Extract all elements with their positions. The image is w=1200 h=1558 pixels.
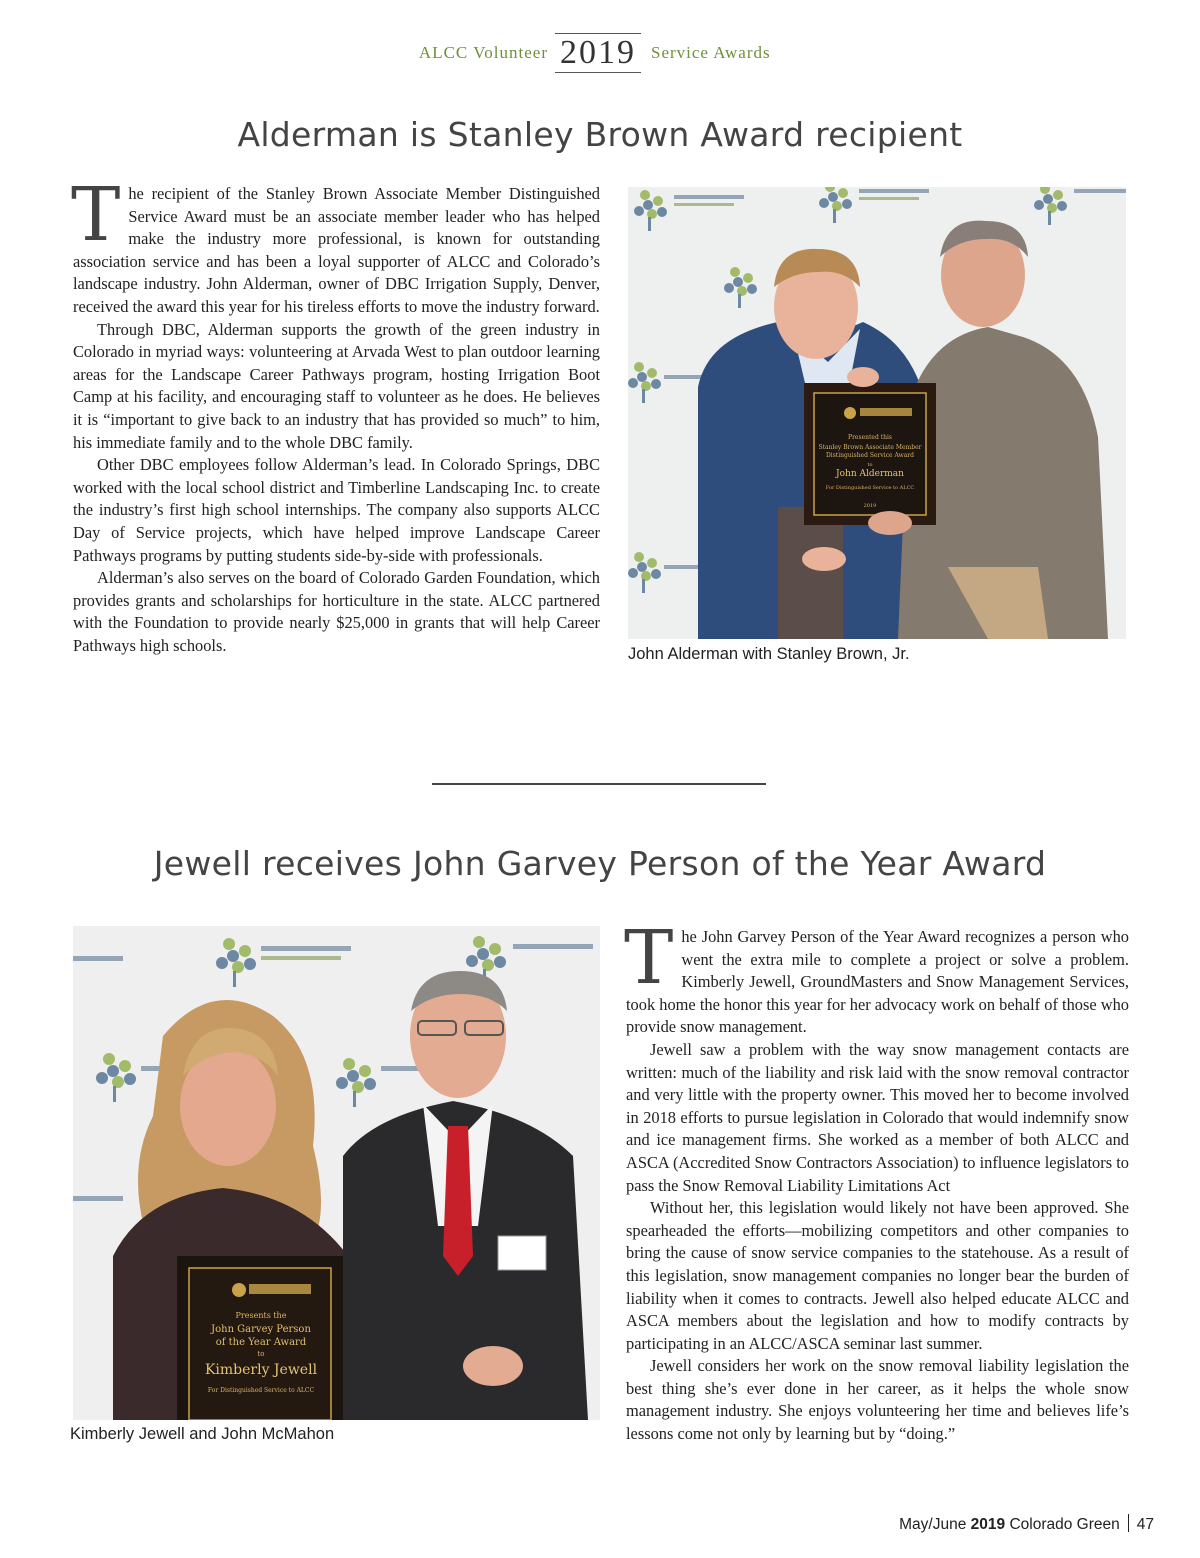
svg-text:John Alderman: John Alderman bbox=[836, 469, 904, 479]
footer-separator bbox=[1128, 1514, 1129, 1532]
page-number: 47 bbox=[1136, 1516, 1154, 1533]
article1-title: Alderman is Stanley Brown Award recipient bbox=[237, 115, 963, 154]
article2-paragraph-4: Jewell considers her work on the snow removal liability legislation the best thing she’s ever done in her career, as it helps the whole snow management industry. She enjoys volunteering her time and believes life’s lessons come not only by learning but by “doing.” bbox=[626, 1356, 1129, 1444]
article2-title: Jewell receives John Garvey Person of the Year Award bbox=[153, 844, 1047, 883]
article2-body bbox=[624, 915, 1129, 1446]
footer-year: 2019 bbox=[970, 1516, 1006, 1533]
running-head-left: ALCC Volunteer bbox=[418, 43, 548, 62]
svg-text:Kimberly Jewell: Kimberly Jewell bbox=[204, 1362, 318, 1378]
article1-paragraph-1: The recipient of the Stanley Brown Associate Member Distinguished Service Award must be an associate member leader who has helped make the industry more professional, is known for outstanding association service and has been a loyal supporter of ALCC and Colorado’s landscape industry. John Alderman, owner of DBC Irrigation Supply, Denver, received the award this year for his tireless efforts to move the industry forward. bbox=[71, 172, 600, 316]
svg-text:of the Year Award: of the Year Award bbox=[215, 1337, 307, 1348]
article1-photo-caption: John Alderman with Stanley Brown, Jr. bbox=[628, 645, 910, 663]
article2-paragraph-3: Without her, this legislation would likely not have been approved. She spearheaded the efforts—mobilizing competitors and other companies to bring the cause of snow service companies to the statehouse. As a result of this legislation, snow management companies no longer bear the burden of liability when it comes to contracts. Jewell also helped educate ALCC and ASCA members about the legislation and how to modify contracts by participating in an ALCC/ASCA seminar last summer. bbox=[626, 1198, 1129, 1353]
section-divider bbox=[432, 783, 766, 785]
article2-photo bbox=[73, 926, 600, 1420]
svg-text:For Distinguished Service to A: For Distinguished Service to ALCC bbox=[207, 1387, 315, 1394]
svg-text:Presents the: Presents the bbox=[235, 1311, 287, 1320]
svg-text:Presented this: Presented this bbox=[848, 434, 892, 441]
svg-text:John Garvey Person: John Garvey Person bbox=[211, 1324, 311, 1335]
article2-photo-caption: Kimberly Jewell and John McMahon bbox=[70, 1425, 335, 1443]
article2-dropcap: T bbox=[624, 915, 674, 1001]
article1-paragraph-2: Through DBC, Alderman supports the growth of the green industry in Colorado in myriad ways: volunteering at Arvada West to plan outdoor learning areas for the Landscape Career Pathways program, hosting Irrigation Boot Camp at his facility, and encouraging staff to volunteer as he does. He believes it is “important to give back to an industry that has provided so much” to him, his immediate family and to the whole DBC family. bbox=[73, 319, 600, 452]
article1-body bbox=[71, 172, 600, 657]
article1-paragraph-4: Alderman’s also serves on the board of Colorado Garden Foundation, which provides grants and scholarships for horticulture in the state. ALCC partnered with the Foundation to provide nearly $25,000 in grants that will help Career Pathways high schools. bbox=[73, 568, 600, 655]
running-head bbox=[0, 30, 1200, 78]
svg-text:to: to bbox=[257, 1350, 265, 1358]
award-photo-alderman bbox=[628, 187, 1126, 639]
article1-photo bbox=[628, 187, 1126, 639]
footer-magazine: Colorado Green bbox=[1009, 1516, 1120, 1533]
running-head-year: 2019 bbox=[555, 33, 641, 73]
svg-text:to: to bbox=[867, 462, 873, 468]
article2-paragraph-2: Jewell saw a problem with the way snow management contacts are written: much of the liability and risk laid with the snow removal contractor and very little with the property owner. This moved her to become involved in 2018 efforts to pursue legislation in Colorado that would indemnify snow and ice management firms. She worked as a member of both ALCC and ASCA (Accredited Snow Contractors Association) to influence legislators to pass the Snow Removal Liability Limitations Act bbox=[626, 1039, 1129, 1195]
footer-issue: May/June bbox=[899, 1516, 967, 1533]
svg-text:Distinguished Service Award: Distinguished Service Award bbox=[825, 452, 915, 459]
svg-text:For Distinguished Service to A: For Distinguished Service to ALCC bbox=[825, 485, 915, 491]
svg-text:Stanley Brown Associate Member: Stanley Brown Associate Member bbox=[818, 444, 922, 451]
svg-text:2019: 2019 bbox=[863, 503, 877, 509]
running-head-right: Service Awards bbox=[651, 43, 771, 62]
award-photo-jewell bbox=[73, 926, 600, 1420]
article1-paragraph-3: Other DBC employees follow Alderman’s lead. In Colorado Springs, DBC worked with the local school district and Timberline Landscaping Inc. to create the industry’s first high school internships. The company also supports ALCC Day of Service projects, which have helped improve Landscape Career Pathways programs by putting students side-by-side with professionals. bbox=[73, 455, 600, 565]
article1-dropcap: T bbox=[71, 172, 121, 258]
page-footer bbox=[899, 1514, 1154, 1534]
article2-paragraph-1: The John Garvey Person of the Year Award recognizes a person who went the extra mile to complete a project or solve a problem. Kimberly Jewell, GroundMasters and Snow Management Services, took home the honor this year for her advocacy work on behalf of those who provide snow management. bbox=[624, 915, 1129, 1037]
